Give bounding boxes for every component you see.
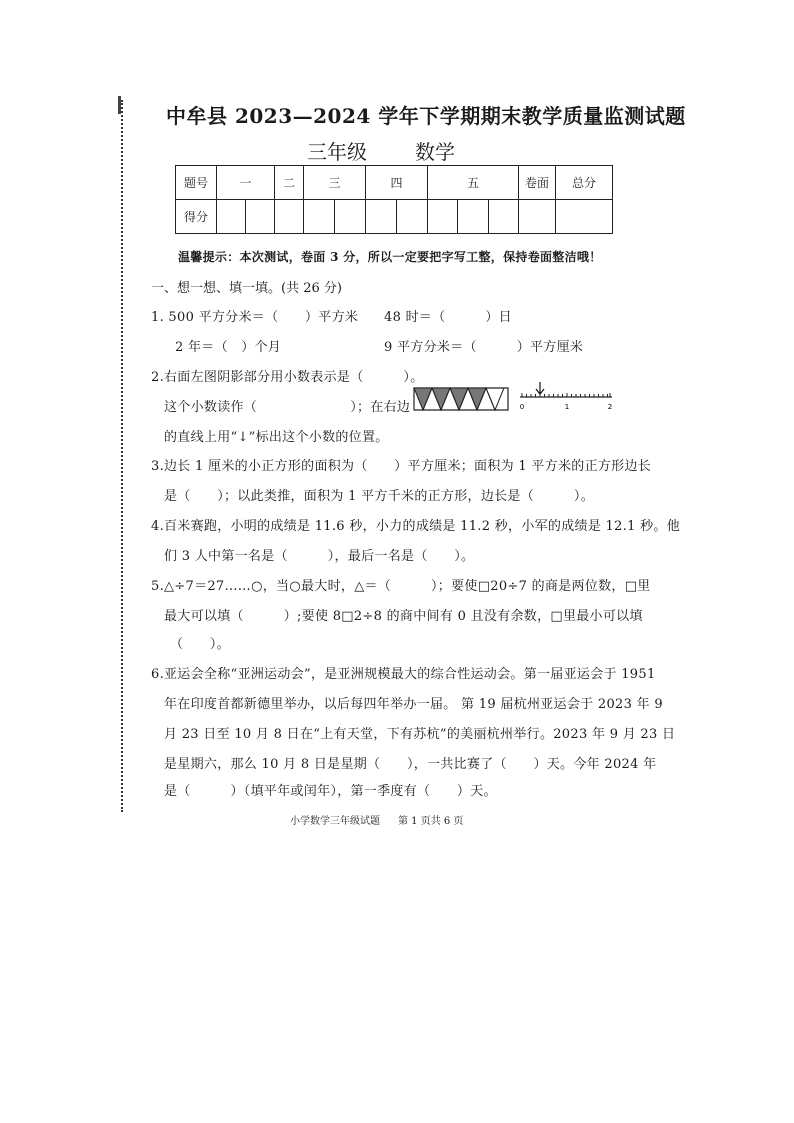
- q5-line2: 最大可以填（ ）;要使 8□2÷8 的商中间有 0 且没有余数，□里最小可以填: [164, 609, 643, 624]
- score-input-cell[interactable]: [556, 200, 613, 234]
- score-cell-q2: 二: [275, 166, 304, 200]
- subject-label: 数学: [415, 140, 455, 164]
- q3-line2: 是（ ）；以此类推，面积为 1 平方千米的正方形，边长是（ ）。: [164, 489, 595, 504]
- score-input-cell[interactable]: [246, 200, 275, 234]
- score-cell-neatness: 卷面: [519, 166, 556, 200]
- binding-line: [121, 100, 123, 812]
- exam-tip: 温馨提示：本次测试，卷面 3 分，所以一定要把字写工整，保持卷面整洁哦！: [178, 250, 602, 264]
- q1-part-a: 1. 500 平方分米＝（ ）平方米: [151, 310, 359, 325]
- binding-mark: [118, 96, 121, 114]
- tick-label-2: 2: [607, 403, 613, 411]
- score-table: [175, 165, 613, 234]
- score-row-label: 得分: [176, 200, 217, 234]
- q2-line2: 这个小数读作（ ）；在右边: [164, 400, 411, 415]
- exam-title: 中牟县 2023—2024 学年下学期期末教学质量监测试题: [166, 104, 686, 128]
- section-title: 一、想一想、填一填。(共 26 分): [151, 281, 342, 296]
- score-table-header-row: [176, 166, 613, 200]
- q6-line4: 是星期六，那么 10 月 8 日是星期（ ），一共比赛了（ ）天。今年 2024 年: [164, 757, 657, 772]
- q1-part-b: 48 时＝（ ）日: [384, 310, 512, 325]
- score-input-cell[interactable]: [275, 200, 304, 234]
- score-input-cell[interactable]: [366, 200, 397, 234]
- score-input-cell[interactable]: [397, 200, 428, 234]
- q2-line3: 的直线上用“↓”标出这个小数的位置。: [164, 430, 389, 445]
- triangle-strip-figure: [412, 386, 512, 412]
- score-cell-q1: 一: [217, 166, 275, 200]
- tick-label-0: 0: [519, 403, 525, 411]
- score-cell-label: 题号: [176, 166, 217, 200]
- q3-line1: 3.边长 1 厘米的小正方形的面积为（ ）平方厘米；面积为 1 平方米的正方形边长: [151, 459, 652, 474]
- q5-line1: 5.△÷7＝27……○，当○最大时，△＝（ ）；要使□20÷7 的商是两位数，□里: [151, 579, 651, 594]
- page-number: 第 1 页共 6 页: [398, 816, 464, 827]
- q4-line2: 们 3 人中第一名是（ ），最后一名是（ ）。: [164, 549, 475, 564]
- score-input-cell[interactable]: [335, 200, 366, 234]
- score-cell-q3: 三: [304, 166, 366, 200]
- q1-part-c: 2 年＝（ ）个月: [175, 340, 282, 355]
- page-footer: [290, 812, 481, 827]
- score-input-cell[interactable]: [519, 200, 556, 234]
- q2-line1: 2.右面左图阴影部分用小数表示是（ ）。: [151, 370, 424, 385]
- score-input-cell[interactable]: [458, 200, 489, 234]
- q6-line2: 年在印度首都新德里举办，以后每四年举办一届。 第 19 届杭州亚运会于 2023 年 9: [164, 697, 663, 712]
- score-input-cell[interactable]: [489, 200, 519, 234]
- score-table-score-row: [176, 200, 613, 234]
- grade-label: 三年级: [307, 140, 367, 164]
- number-line-figure: [516, 380, 616, 414]
- score-input-cell[interactable]: [428, 200, 458, 234]
- q6-line3: 月 23 日至 10 月 8 日在“上有天堂，下有苏杭”的美丽杭州举行。2023 年 9 月 23 日: [164, 727, 676, 742]
- score-cell-q4: 四: [366, 166, 428, 200]
- score-cell-q5: 五: [428, 166, 519, 200]
- score-cell-total: 总分: [556, 166, 613, 200]
- down-arrow-icon: [536, 382, 544, 394]
- tick-label-1: 1: [564, 403, 570, 411]
- exam-subtitle: [307, 136, 503, 165]
- q6-line5: 是（ ）（填平年或闰年），第一季度有（ ）天。: [164, 784, 497, 799]
- q4-line1: 4.百米赛跑，小明的成绩是 11.6 秒，小力的成绩是 11.2 秒，小军的成绩是 12.1 秒。他: [151, 519, 681, 534]
- score-input-cell[interactable]: [304, 200, 335, 234]
- q5-line3: （ ）。: [170, 637, 231, 652]
- q6-line1: 6.亚运会全称“亚洲运动会”，是亚洲规模最大的综合性运动会。第一届亚运会于 1951: [151, 667, 656, 682]
- q1-part-d: 9 平方分米＝（ ）平方厘米: [384, 340, 584, 355]
- footer-course: 小学数学三年级试题: [290, 816, 380, 827]
- score-input-cell[interactable]: [217, 200, 246, 234]
